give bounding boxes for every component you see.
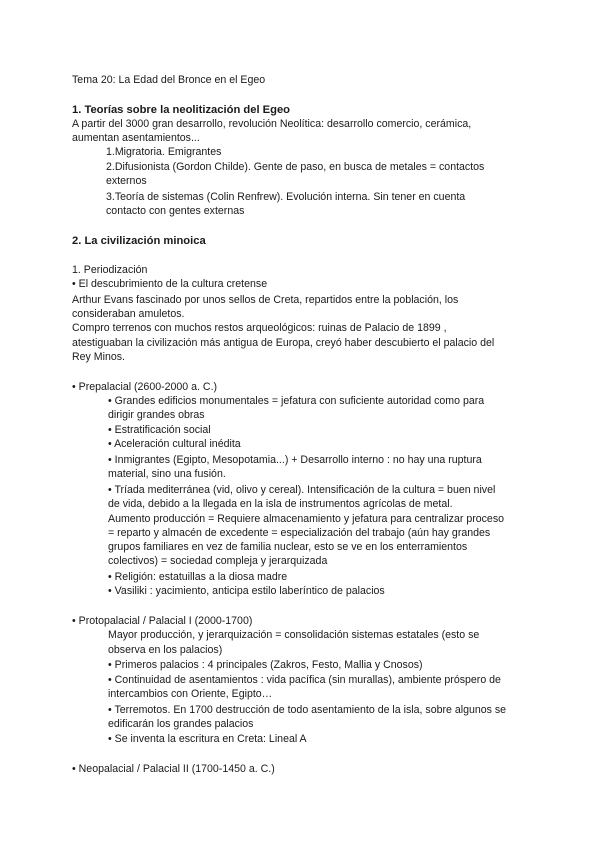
list-item-cont: = reparto y almacén de excedente = especialización del trabajo (aún hay grandes xyxy=(108,527,491,539)
theory-difusionista: 2.Difusionista (Gordon Childe). Gente de paso, en busca de metales = contactos xyxy=(106,161,485,173)
period-neopalacial: • Neopalacial / Palacial II (1700-1450 a. C.) xyxy=(72,763,275,775)
subsection-periodizacion: 1. Periodización xyxy=(72,264,148,276)
list-item: • Se inventa la escritura en Creta: Lineal A xyxy=(108,733,307,745)
list-item-cont: dirigir grandes obras xyxy=(108,409,205,421)
list-item: • Primeros palacios : 4 principales (Zakros, Festo, Mallia y Cnosos) xyxy=(108,659,423,671)
paragraph-line: A partir del 3000 gran desarrollo, revolución Neolítica: desarrollo comercio, cerámica, xyxy=(72,118,472,130)
paragraph-line: Mayor producción, y jerarquización = consolidación sistemas estatales (esto se xyxy=(108,629,480,641)
list-item-cont: colectivos) = sociedad compleja y jerarquizada xyxy=(108,555,328,567)
section-2-heading: 2. La civilización minoica xyxy=(72,235,206,247)
theory-migratoria: 1.Migratoria. Emigrantes xyxy=(106,146,222,158)
list-item-cont: grupos familiares en vez de familia nuclear, esto se ve en los enterramientos xyxy=(108,541,468,553)
list-item-cont: intercambios con Oriente, Egipto… xyxy=(108,688,273,700)
list-item: • Tríada mediterránea (vid, olivo y cereal). Intensificación de la cultura = buen nivel xyxy=(108,484,496,496)
period-protopalacial: • Protopalacial / Palacial I (2000-1700) xyxy=(72,615,253,627)
list-item-cont: material, sino una fusión. xyxy=(108,468,226,480)
theory-sistemas-cont: contacto con gentes externas xyxy=(106,205,245,217)
list-item-cont: Aumento producción = Requiere almacenamiento y jefatura para centralizar proceso xyxy=(108,513,505,525)
list-item: • Estratificación social xyxy=(108,424,211,436)
paragraph-line: consideraban amuletos. xyxy=(72,308,185,320)
list-item: • Continuidad de asentamientos : vida pacífica (sin murallas), ambiente próspero de xyxy=(108,674,501,686)
paragraph-line: Arthur Evans fascinado por unos sellos de Creta, repartidos entre la población, los xyxy=(72,294,459,306)
section-1-heading: 1. Teorías sobre la neolitización del Egeo xyxy=(72,104,291,116)
list-item-cont: de vida, debido a la llegada en la isla de instrumentos agrícolas de metal. xyxy=(108,498,453,510)
paragraph-line: observa en los palacios) xyxy=(108,644,223,656)
paragraph-line: Rey Minos. xyxy=(72,351,125,363)
theory-sistemas: 3.Teoría de sistemas (Colin Renfrew). Evolución interna. Sin tener en cuenta xyxy=(106,191,466,203)
paragraph-line: atestiguaban la civilización más antigua de Europa, creyó haber descubierto el palacio del xyxy=(72,337,495,349)
list-item: • Grandes edificios monumentales = jefatura con suficiente autoridad como para xyxy=(108,395,485,407)
list-item: • Vasiliki : yacimiento, anticipa estilo laberíntico de palacios xyxy=(108,585,385,597)
theory-difusionista-cont: externos xyxy=(106,175,147,187)
list-item: • Terremotos. En 1700 destrucción de todo asentamiento de la isla, sobre algunos se xyxy=(108,704,507,716)
document-title: Tema 20: La Edad del Bronce en el Egeo xyxy=(72,74,266,86)
paragraph-line: Compro terrenos con muchos restos arqueológicos: ruinas de Palacio de 1899 , xyxy=(72,322,447,334)
list-item: • Aceleración cultural inédita xyxy=(108,438,241,450)
list-item: • Religión: estatuillas a la diosa madre xyxy=(108,571,288,583)
list-item: • Inmigrantes (Egipto, Mesopotamia...) + Desarrollo interno : no hay una ruptura xyxy=(108,454,482,466)
bullet-descubrimiento: • El descubrimiento de la cultura cretense xyxy=(72,278,268,290)
period-prepalacial: • Prepalacial (2600-2000 a. C.) xyxy=(72,381,218,393)
paragraph-line: aumentan asentamientos... xyxy=(72,132,200,144)
list-item-cont: edificarán los grandes palacios xyxy=(108,718,254,730)
